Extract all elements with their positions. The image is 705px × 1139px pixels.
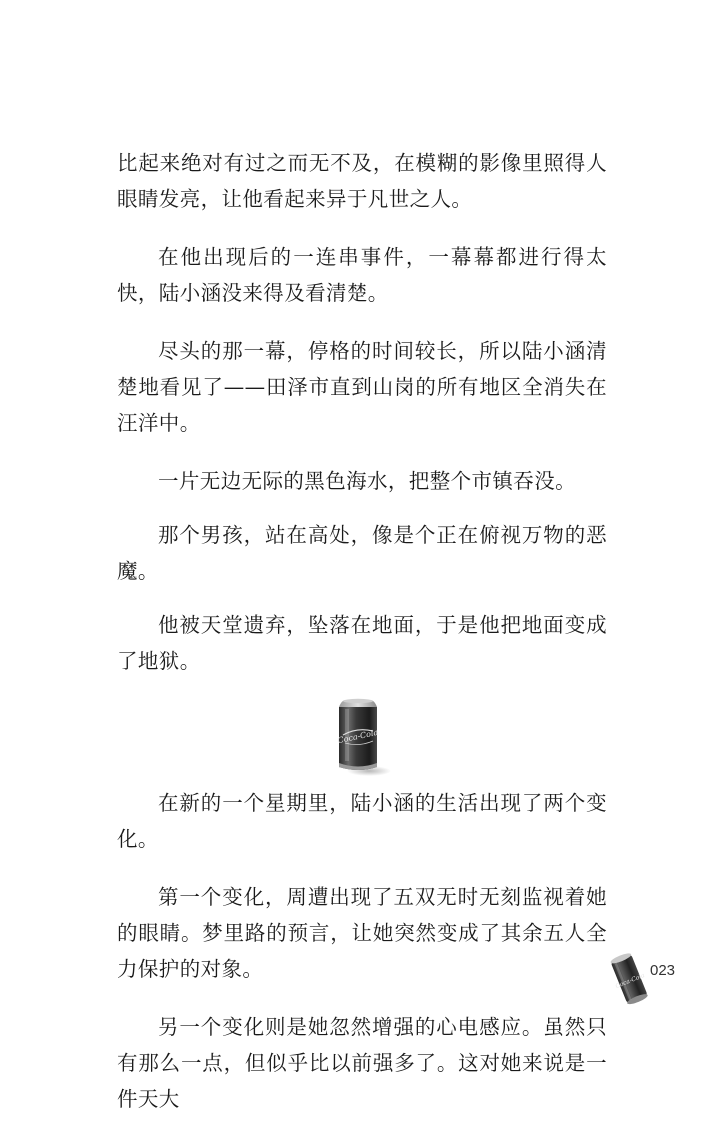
- paragraph-3: 尽头的那一幕，停格的时间较长，所以陆小涵清楚地看见了——田泽市直到山岗的所有地区全消失在汪洋中。: [117, 339, 607, 435]
- body-text: [117, 145, 607, 1139]
- page-footer: [608, 948, 688, 1008]
- paragraph-2: 在他出现后的一连串事件，一幕幕都进行得太快，陆小涵没来得及看清楚。: [117, 245, 607, 305]
- paragraph-5: 那个男孩，站在高处，像是个正在俯视万物的恶魔。: [117, 523, 607, 583]
- paragraph-6: 他被天堂遗弃，坠落在地面，于是他把地面变成了地狱。: [117, 613, 607, 673]
- soda-can-icon: [327, 697, 397, 777]
- paragraph-1: 比起来绝对有过之而无不及，在模糊的影像里照得人眼睛发亮，让他看起来异于凡世之人。: [117, 151, 607, 211]
- paragraph-7: 在新的一个星期里，陆小涵的生活出现了两个变化。: [117, 791, 607, 851]
- svg-text:Coca-Cola: Coca-Cola: [336, 727, 379, 746]
- soda-can-icon: [608, 948, 654, 1008]
- page-number: 023: [650, 962, 676, 979]
- paragraph-4: 一片无边无际的黑色海水，把整个市镇吞没。: [158, 469, 576, 493]
- svg-text:Coca-Cola: Coca-Cola: [614, 972, 646, 991]
- paragraph-9: 另一个变化则是她忽然增强的心电感应。虽然只有那么一点，但似乎比以前强多了。这对她来说是一件天大: [117, 1015, 607, 1111]
- paragraph-8: 第一个变化，周遭出现了五双无时无刻监视着她的眼睛。梦里路的预言，让她突然变成了其余五人全力保护的对象。: [117, 885, 607, 981]
